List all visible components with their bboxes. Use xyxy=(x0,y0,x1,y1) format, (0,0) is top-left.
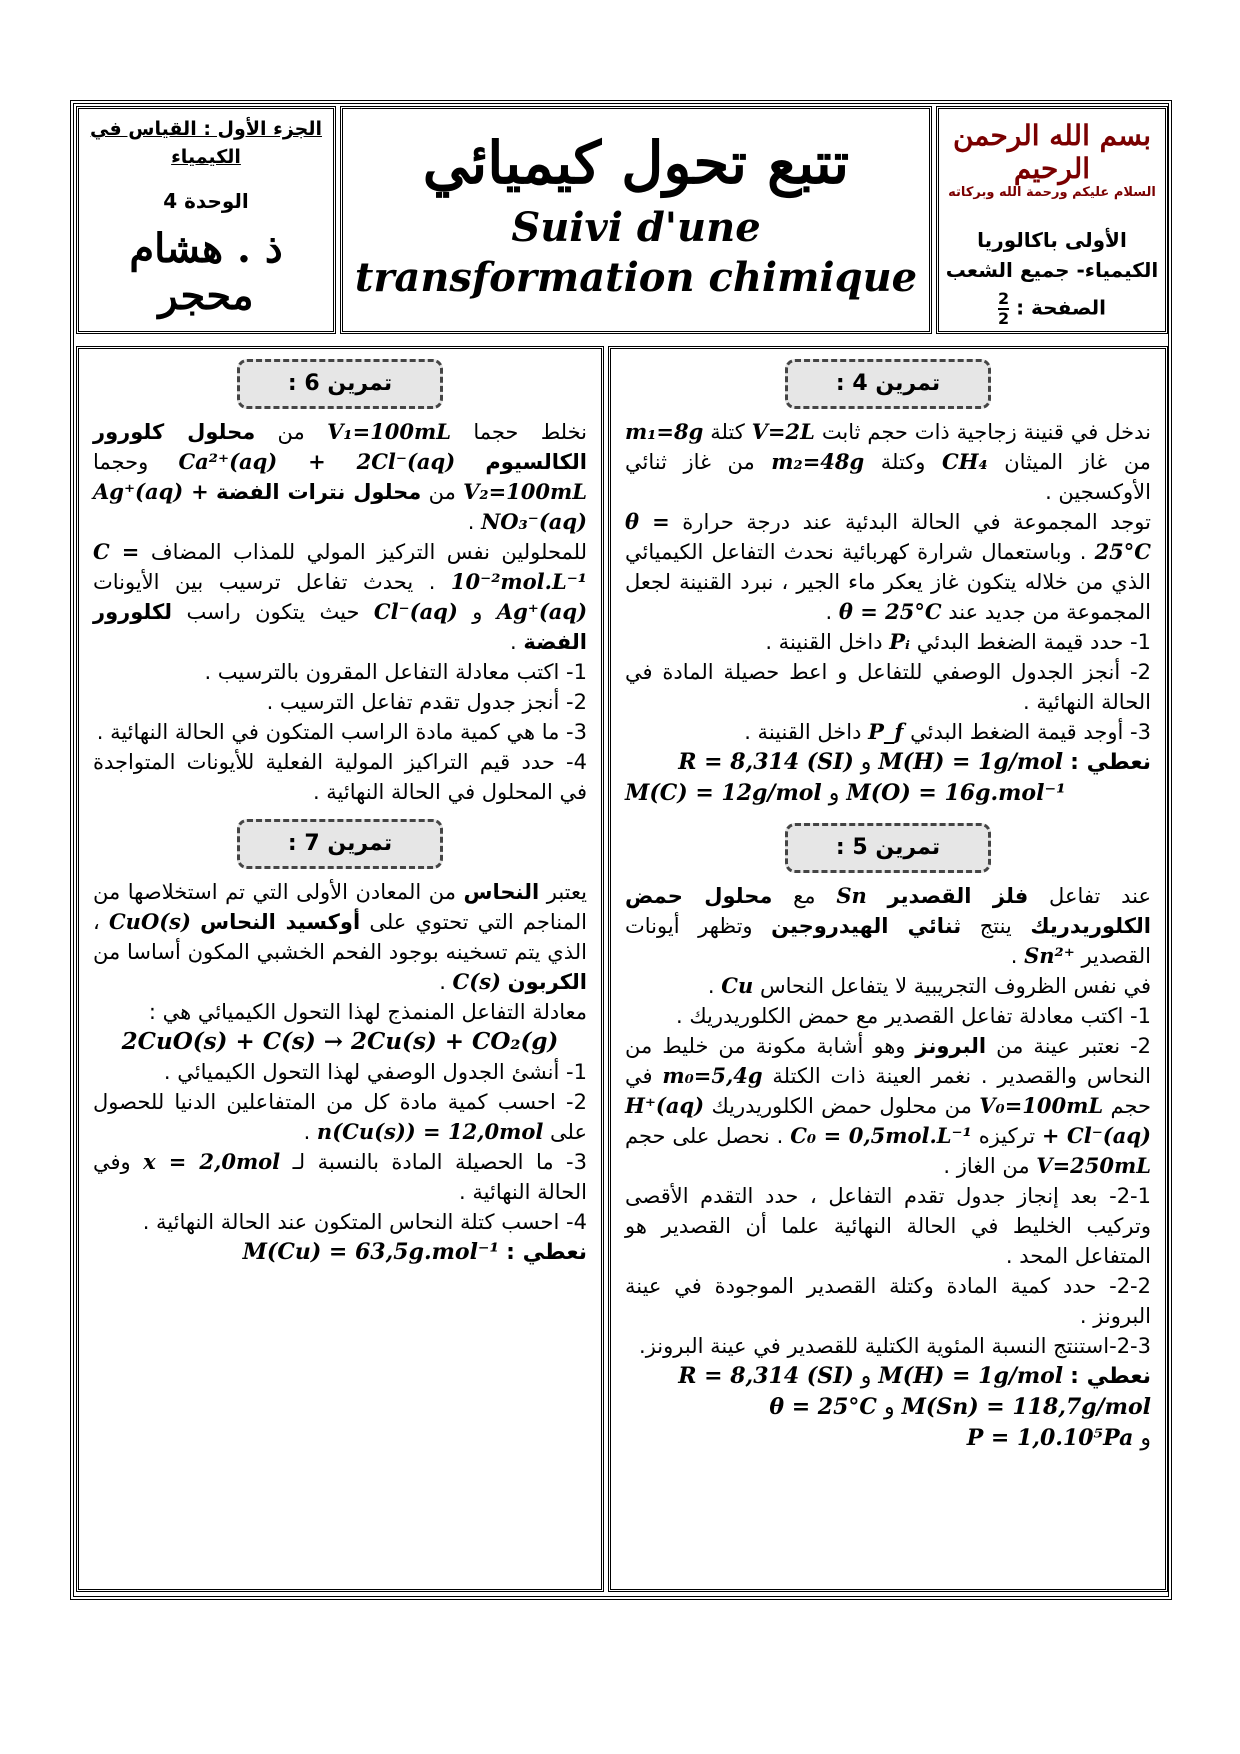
ex7-c: C(s) xyxy=(452,969,501,994)
and-word: و xyxy=(883,1395,895,1420)
right-column xyxy=(608,346,1168,1592)
ex5-text: 2- نعتبر عينة من xyxy=(996,1034,1151,1058)
ex5-given-label: نعطي : xyxy=(1070,1364,1151,1389)
ex7-carbon: الكربون xyxy=(507,970,587,994)
ex4-text: وكتلة xyxy=(880,450,926,474)
ex5-hydrogen: ثنائي الهيدروجين xyxy=(771,914,962,938)
ex4-given-mh: M(H) = 1g/mol xyxy=(878,749,1064,775)
ex5-question-1: 1- اكتب معادلة تفاعل القصدير مع حمض الكلوريدريك . xyxy=(675,1004,1151,1028)
ex5-paragraph-2: في نفس الظروف التجريبية لا يتفاعل النحاس Cu . xyxy=(707,973,1151,998)
unit-title: الوحدة 4 xyxy=(163,189,249,213)
ex4-mass-1: m₁=8g xyxy=(625,419,704,444)
page-number xyxy=(939,290,1165,328)
ex7-text: 3- ما الحصيلة المادة بالنسبة لـ xyxy=(292,1150,587,1174)
ex6-text: للمحلولين نفس التركيز المولي للمذاب المضاف xyxy=(150,540,587,564)
basmala-text: بسم الله الرحمن الرحيم xyxy=(952,119,1152,185)
header-title-box xyxy=(340,106,932,334)
ex5-given-3 xyxy=(625,1423,1151,1454)
ex5-text: في حجم xyxy=(625,1064,1152,1118)
ex4-question-2: 2- أنجز الجدول الوصفي للتفاعل و اعط حصيلة المادة في الحالة النهائية . xyxy=(625,660,1151,714)
ex6-text: من xyxy=(428,480,456,504)
page-fraction xyxy=(998,290,1009,328)
exercise-7-title: تمرين 7 : xyxy=(237,819,443,869)
ex7-equation: 2CuO(s) + C(s) → 2Cu(s) + CO₂(g) xyxy=(121,1028,559,1055)
ex4-paragraph-2: توجد المجموعة في الحالة البدئية عند درجة حرارة θ = 25°C . وباستعمال شرارة كهربائية نحدث التفاعل الكيميائي الذي من خلاله يتكون غاز يعكر ماء الجير ، نبرد القنينة لجعل المجموعة من جديد عند θ = 25°C . xyxy=(625,509,1151,624)
ex4-pressure-final: P_f xyxy=(868,719,904,744)
exercise-6-title: تمرين 6 : xyxy=(237,359,443,409)
author-name: ذ . هشام محجر xyxy=(129,225,283,319)
ex4-temperature: θ = 25°C xyxy=(625,509,1151,564)
ex4-given-r: R = 8,314 (SI) xyxy=(678,749,854,775)
and-word: و xyxy=(860,750,872,775)
ex6-solution-2: محلول نترات الفضة xyxy=(215,480,422,504)
ex5-tin-metal: فلز القصدير xyxy=(887,884,1029,908)
ex4-text: داخل القنينة . xyxy=(744,720,862,744)
ex5-sn: Sn xyxy=(836,883,867,908)
ex6-text: من xyxy=(277,420,305,444)
ex4-given-1 xyxy=(625,747,1151,778)
page-label: الصفحة : xyxy=(1016,295,1107,320)
ex6-ions-1: Ca²⁺(aq) + 2Cl⁻(aq) xyxy=(178,449,456,474)
ex4-given-label: نعطي : xyxy=(1070,750,1151,775)
title-arabic: تتبع تحول كيميائي xyxy=(422,129,850,197)
ex4-pressure-initial: Pᵢ xyxy=(889,629,911,654)
ex5-text: تركيزه xyxy=(978,1124,1036,1148)
ex7-given-label: نعطي : xyxy=(506,1240,587,1265)
ex5-given-r: R = 8,314 (SI) xyxy=(678,1363,854,1389)
level: الأولى باكالوريا xyxy=(977,228,1127,252)
ex4-text: ندخل في قنينة زجاجية ذات حجم ثابت xyxy=(821,420,1151,444)
subject: الكيمياء- جميع الشعب xyxy=(945,258,1159,282)
ex6-text: . يحدث تفاعل ترسيب بين الأيونات xyxy=(93,570,436,594)
ex6-ag-ion: Ag⁺(aq) xyxy=(496,599,588,624)
header-right-box xyxy=(936,106,1168,334)
ex5-concentration: C₀ = 0,5mol.L⁻¹ xyxy=(790,1123,972,1148)
ex6-paragraph-1: نخلط حجما V₁=100mL من محلول كلورور الكالسيوم Ca²⁺(aq) + 2Cl⁻(aq) وحجما V₂=100mL من محلول نترات الفضة Ag⁺(aq) + NO₃⁻(aq) . xyxy=(93,419,587,534)
ex5-question-2-3: 2-3-استنتج النسبة المئوية الكتلية للقصدير في عينة البرونز. xyxy=(639,1334,1151,1358)
ex7-given xyxy=(93,1237,587,1268)
ex4-methane: CH₄ xyxy=(941,449,988,474)
ex7-paragraph-1: يعتبر النحاس من المعادن الأولى التي تم استخلاصها من المناجم التي تحتوي على أوكسيد النحاس CuO(s) ، الذي يتم تسخينه بوجود الفحم الخشبي المكون أساسا من الكربون C(s) . xyxy=(93,880,587,994)
ex4-paragraph-1 xyxy=(625,417,1151,507)
ex5-text: عند تفاعل xyxy=(1049,884,1151,908)
ex6-text: حيث يتكون راسب xyxy=(186,600,360,624)
ex7-advancement: x = 2,0mol xyxy=(143,1149,281,1174)
greeting-text: السلام عليكم ورحمة الله وبركاته xyxy=(948,185,1156,200)
ex7-text: وفي الحالة النهائية . xyxy=(93,1150,587,1204)
ex5-text: من محلول حمض الكلوريدريك xyxy=(711,1094,972,1118)
ex5-text: ينتج xyxy=(979,914,1012,938)
ex5-ions: H⁺(aq) + Cl⁻(aq) xyxy=(625,1093,1151,1148)
ex5-given-mh: M(H) = 1g/mol xyxy=(878,1363,1064,1389)
ex7-text: ، الذي يتم تسخينه بوجود الفحم الخشبي المكون أساسا من xyxy=(93,910,587,964)
ex6-ions-2: Ag⁺(aq) + NO₃⁻(aq) xyxy=(93,479,587,534)
ex6-text: وحجما xyxy=(93,450,149,474)
ex5-text: من الغاز . xyxy=(943,1154,1030,1178)
ex5-text: وهو أشابة مكونة من خليط من النحاس والقصدير . نغمر العينة ذات الكتلة xyxy=(625,1034,1151,1088)
ex5-text: في نفس الظروف التجريبية لا يتفاعل النحاس xyxy=(759,974,1151,998)
ex7-text: من المعادن الأولى التي تم استخلاصها من المناجم التي تحتوي على xyxy=(93,880,587,934)
exercise-4-title: تمرين 4 : xyxy=(785,359,991,409)
ex4-text: داخل القنينة . xyxy=(765,630,883,654)
ex6-solution-1: محلول كلورور الكالسيوم xyxy=(93,420,587,474)
ex7-cuo: CuO(s) xyxy=(108,909,191,934)
ex4-volume: V=2L xyxy=(751,419,815,444)
ex4-text: من غاز ثنائي الأوكسجين . xyxy=(625,450,1151,504)
ex4-text: توجد المجموعة في الحالة البدئية عند درجة حرارة xyxy=(682,510,1151,534)
ex5-given-1 xyxy=(625,1361,1151,1392)
ex4-text: من غاز الميثان xyxy=(1004,450,1151,474)
header xyxy=(70,100,1172,340)
ex6-question-1: 1- اكتب معادلة التفاعل المقرون بالترسيب . xyxy=(204,660,587,684)
ex6-precipitate: لكلورور الفضة xyxy=(93,600,587,654)
page-num: 2 xyxy=(997,289,1010,308)
ex5-question-2: 2- نعتبر عينة من البرونز وهو أشابة مكونة من خليط من النحاس والقصدير . نغمر العينة ذات الكتلة m₀=5,4g في حجم V₀=100mL من محلول حمض الكلوريدريك H⁺(aq) + Cl⁻(aq) تركيزه C₀ = 0,5mol.L⁻¹ . نحصل على حجم V=250mL من الغاز . xyxy=(625,1034,1152,1178)
ex5-cu: Cu xyxy=(721,973,754,998)
exercise-5-title: تمرين 5 : xyxy=(785,823,991,873)
ex6-cl-ion: Cl⁻(aq) xyxy=(373,599,458,624)
ex4-text: . وباستعمال شرارة كهربائية نحدث التفاعل الكيميائي الذي من خلاله يتكون غاز يعكر ماء الجير ، نبرد القنينة لجعل المجموعة من جديد عند xyxy=(625,540,1151,624)
ex6-volume-1: V₁=100mL xyxy=(327,419,451,444)
ex5-text: مع xyxy=(793,884,816,908)
ex6-text: نخلط حجما xyxy=(473,420,587,444)
ex6-text: و xyxy=(472,600,483,624)
ex4-given-mc: M(C) = 12g/mol xyxy=(625,780,822,806)
ex7-question-1: 1- أنشئ الجدول الوصفي لهذا التحول الكيميائي . xyxy=(163,1060,587,1084)
ex5-question-2-2: 2-2- حدد كمية المادة وكتلة القصدير الموجودة في عينة البرونز . xyxy=(625,1274,1151,1328)
ex6-volume-2: V₂=100mL xyxy=(463,479,587,504)
ex7-copper: النحاس xyxy=(463,880,540,904)
ex7-text: 2- احسب كمية مادة كل من المتفاعلين الدنيا للحصول على xyxy=(93,1090,587,1144)
ex7-paragraph-2: معادلة التفاعل المنمذج لهذا التحول الكيميائي هي : xyxy=(148,1000,587,1024)
ex4-mass-2: m₂=48g xyxy=(771,449,865,474)
ex7-question-3 xyxy=(93,1147,587,1207)
ex4-text: كتلة xyxy=(710,420,745,444)
ex4-given-mo: M(O) = 16g.mol⁻¹ xyxy=(846,780,1066,806)
ex5-bronze: البرونز xyxy=(915,1034,987,1058)
ex5-given-pressure: P = 1,0.10⁵Pa xyxy=(966,1425,1134,1451)
ex6-question-3: 3- ما هي كمية مادة الراسب المتكون في الحالة النهائية . xyxy=(96,720,587,744)
ex4-text: 1- حدد قيمة الضغط البدئي xyxy=(916,630,1151,654)
ex5-sn-ion: Sn²⁺ xyxy=(1024,943,1075,968)
and-word: و xyxy=(828,781,840,806)
ex4-question-1 xyxy=(625,627,1151,657)
ex6-question-2: 2- أنجز جدول تقدم تفاعل الترسيب . xyxy=(266,690,587,714)
basmala-logo xyxy=(939,119,1165,200)
ex7-question-2: 2- احسب كمية مادة كل من المتفاعلين الدنيا للحصول على n(Cu(s)) = 12,0mol . xyxy=(93,1090,587,1144)
ex7-given-mcu: M(Cu) = 63,5g.mol⁻¹ xyxy=(242,1239,500,1265)
part-title: الجزء الأول : القياس في الكيمياء xyxy=(90,118,322,168)
ex6-paragraph-2: للمحلولين نفس التركيز المولي للمذاب المضاف C = 10⁻²mol.L⁻¹ . يحدث تفاعل ترسيب بين الأيونات Ag⁺(aq) و Cl⁻(aq) حيث يتكون راسب لكلورور الفضة . xyxy=(93,539,588,654)
ex4-question-3 xyxy=(625,717,1151,747)
ex5-given-msn: M(Sn) = 118,7g/mol xyxy=(901,1394,1151,1420)
page-den: 2 xyxy=(997,309,1010,328)
ex5-question-2-1: 2-1- بعد إنجاز جدول تقدم التفاعل ، حدد التقدم الأقصى وتركيب الخليط في الحالة النهائية علما أن القصدير هو المتفاعل المحد . xyxy=(625,1184,1151,1268)
ex6-concentration: C = 10⁻²mol.L⁻¹ xyxy=(93,539,587,594)
ex7-ncu: n(Cu(s)) = 12,0mol xyxy=(316,1119,544,1144)
ex5-mass: m₀=5,4g xyxy=(662,1063,763,1088)
ex5-text: نحصل على حجم xyxy=(625,1124,770,1148)
ex5-given-theta: θ = 25°C xyxy=(769,1394,877,1420)
ex7-copper-oxide: أوكسيد النحاس xyxy=(200,910,361,934)
and-word: و xyxy=(1140,1426,1151,1451)
content xyxy=(70,342,1172,1596)
ex6-question-4: 4- حدد قيم التراكيز المولية الفعلية للأيونات المتواجدة في المحلول في الحالة النهائية . xyxy=(93,750,587,804)
ex7-text: يعتبر xyxy=(546,880,587,904)
title-french: Suivi d'une transformation chimique xyxy=(354,204,918,301)
ex4-temperature-2: θ = 25°C xyxy=(838,599,942,624)
ex4-given-2 xyxy=(625,778,1151,809)
ex5-gas-volume: V=250mL xyxy=(1036,1153,1151,1178)
header-left-box xyxy=(76,106,336,334)
ex5-text: وتظهر أيونات القصدير xyxy=(625,914,1151,968)
ex4-text: 3- أوجد قيمة الضغط البدئي xyxy=(910,720,1151,744)
ex7-equation-line xyxy=(93,1027,587,1057)
ex5-paragraph-1: عند تفاعل فلز القصدير Sn مع محلول حمض الكلوريدريك ينتج ثنائي الهيدروجين وتظهر أيونات القصدير Sn²⁺ . xyxy=(625,883,1151,968)
left-column xyxy=(76,346,604,1592)
ex5-volume: V₀=100mL xyxy=(979,1093,1104,1118)
ex5-given-2 xyxy=(625,1392,1151,1423)
and-word: و xyxy=(860,1364,872,1389)
ex5-acid: محلول حمض الكلوريدريك xyxy=(625,884,1151,938)
ex7-question-4: 4- احسب كتلة النحاس المتكون عند الحالة النهائية . xyxy=(142,1210,587,1234)
